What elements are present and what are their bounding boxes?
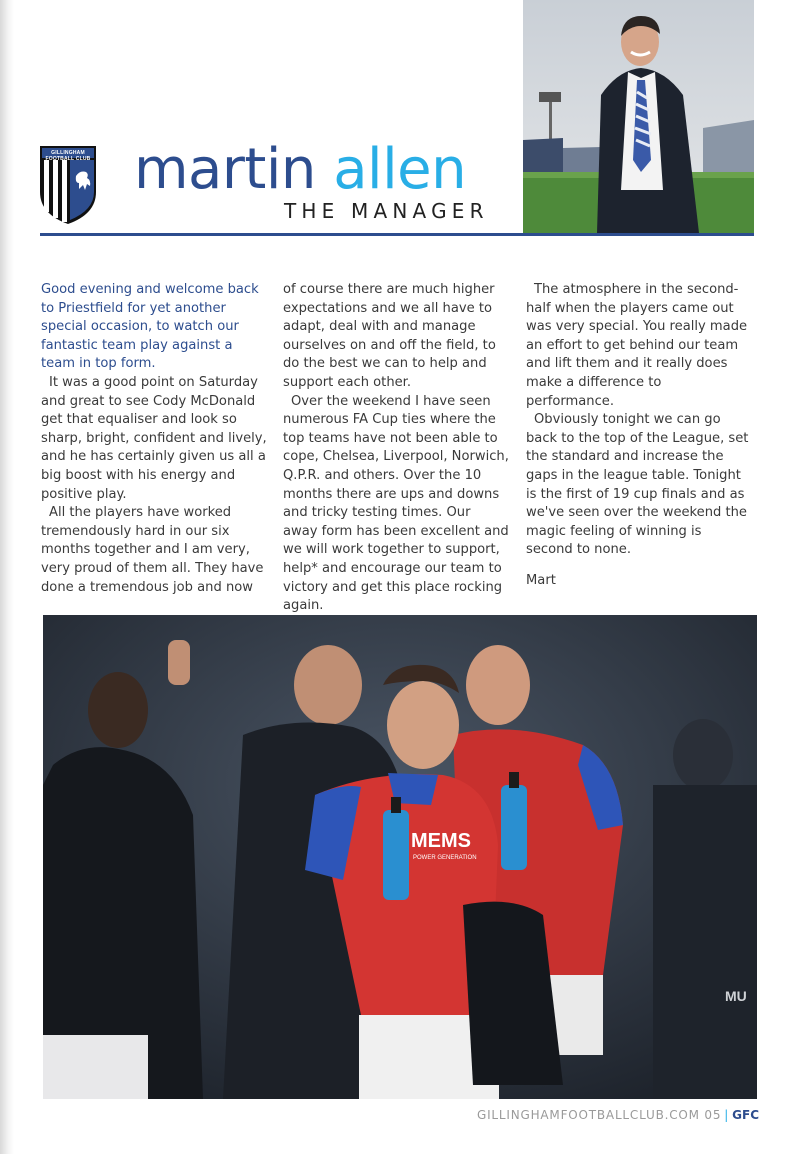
- footer-separator: |: [724, 1108, 730, 1122]
- jacket-lettering: MU: [725, 988, 747, 1004]
- footer-club-mark: GFC: [732, 1108, 759, 1122]
- title-first-name: martin: [134, 137, 316, 202]
- article-column-1: [41, 281, 267, 597]
- article-column-3: [526, 281, 752, 591]
- article-column-2: [283, 281, 509, 616]
- article-paragraph: Obviously tonight we can go back to the top of the League, set the standard and increase the gaps in the league table. Tonight is the first of 19 cup finals and as we've seen over the weekend the magic feeling of winning is second to none.: [526, 412, 749, 558]
- article-title: [134, 138, 466, 202]
- crest-club-name: GILLINGHAM FOOTBALL CLUB: [45, 150, 91, 162]
- article-paragraph: Over the weekend I have seen numerous FA Cup ties where the top teams have not been able to cope, Chelsea, Liverpool, Norwich, Q.P.R. and others. Over the 10 months there are ups and downs and tricky testing times. Our away form has been excellent and we will work together to support, help* and encourage our team to victory and get this place rocking again.: [283, 393, 509, 614]
- team-celebration-photo: [43, 615, 757, 1099]
- article-paragraph: All the players have worked tremendously hard in our six months together and I am very, very proud of them all. They have done a tremendous job and now: [41, 505, 264, 595]
- page-gutter-shadow: [0, 0, 14, 1154]
- page-footer: [477, 1108, 759, 1122]
- shirt-sponsor: MEMS: [411, 830, 471, 852]
- footer-site: GILLINGHAMFOOTBALLCLUB.COM: [476, 1108, 700, 1122]
- article-subtitle: THE MANAGER: [284, 199, 489, 223]
- article-paragraph: of course there are much higher expectations and we all have to adapt, deal with and manage ourselves on and off the field, to do the best we can to help and support each other.: [283, 282, 496, 390]
- article-paragraph: The atmosphere in the second-half when the players came out was very special. You really made an effort to get behind our team and lift them and it really does make a difference to performance.: [526, 282, 748, 409]
- manager-photo: [523, 0, 754, 233]
- footer-page-number: 05: [704, 1108, 722, 1122]
- article-paragraph: It was a good point on Saturday and great to see Cody McDonald get that equaliser and look so sharp, bright, confident and lively, and he has certainly given us all a big boost with his energy and positive play.: [41, 374, 267, 502]
- shirt-sponsor-sub: POWER GENERATION: [413, 855, 477, 861]
- article-paragraph: Good evening and welcome back to Priestfield for yet another special occasion, to watch our fantastic team play against a team in top form.: [41, 282, 259, 372]
- article-signoff: Mart: [526, 572, 556, 588]
- club-crest-icon: [38, 146, 98, 224]
- header-rule: [40, 233, 754, 236]
- title-last-name: allen: [333, 137, 467, 202]
